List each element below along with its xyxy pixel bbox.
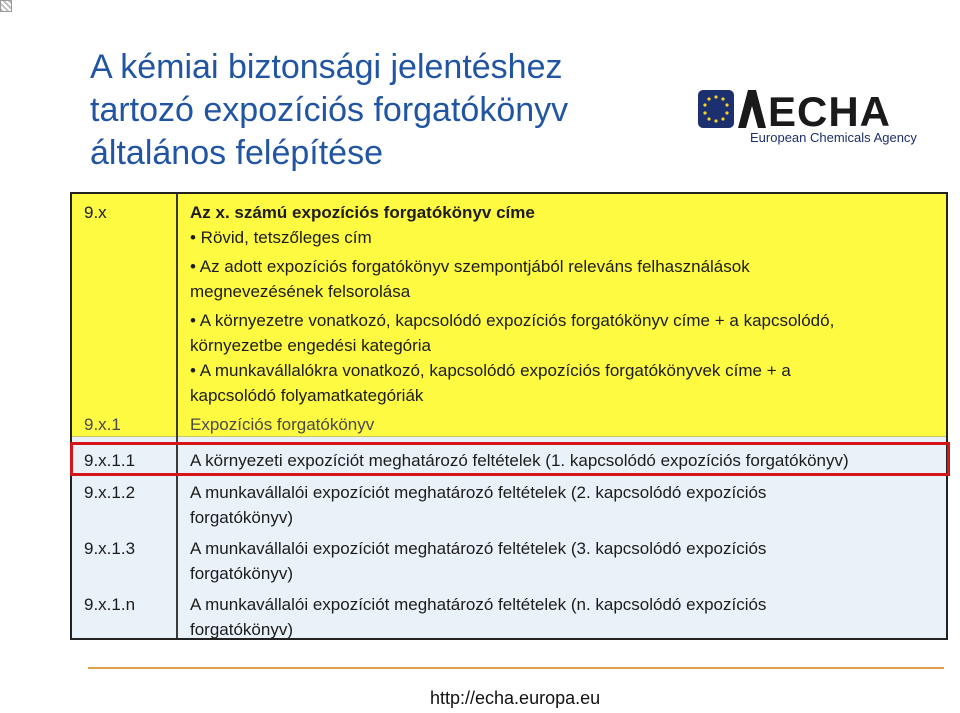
row-text-9x13-line-1: A munkavállalói expozíciót meghatározó feltételek (3. kapcsolódó expozíciós — [190, 539, 767, 558]
section-heading: Az x. számú expozíciós forgatókönyv címe — [190, 203, 535, 222]
echa-tagline: European Chemicals Agency — [750, 130, 917, 145]
echa-logo — [698, 86, 938, 146]
bullet-item-2-line-2: megnevezésének felsorolása — [190, 282, 411, 301]
bullet-item-3-line-2: környezetbe engedési kategória — [190, 336, 431, 355]
bullet-item-2-line-1: • Az adott expozíciós forgatókönyv szempontjából releváns felhasználások — [190, 257, 750, 276]
row-text-9x13-line-2: forgatókönyv) — [190, 564, 293, 583]
footer-link[interactable]: http://echa.europa.eu — [430, 688, 601, 708]
column-divider — [176, 194, 178, 638]
bullet-item-1 — [190, 225, 940, 250]
row-number-9x1n: 9.x.1.n — [84, 595, 136, 614]
title-line-2: tartozó expozíciós forgatókönyv — [90, 91, 569, 129]
structure-table — [70, 192, 948, 640]
bullet-item-4-line-2: kapcsolódó folyamatkategóriák — [190, 386, 424, 405]
footer-divider — [88, 667, 944, 669]
bullet-item-1-line-1: • Rövid, tetszőleges cím — [190, 228, 372, 247]
echa-wordmark: ECHA — [768, 88, 892, 135]
row-text-9x1: Expozíciós forgatókönyv — [190, 415, 375, 434]
row-text-9x12 — [190, 480, 940, 530]
echa-logo-graphic — [698, 86, 938, 146]
row-text-9x1n-line-1: A munkavállalói expozíciót meghatározó feltételek (n. kapcsolódó expozíciós — [190, 595, 767, 614]
bullet-item-4-line-1: • A munkavállalókra vonatkozó, kapcsolódó expozíciós forgatókönyvek címe + a — [190, 361, 791, 380]
row-text-9x12-line-2: forgatókönyv) — [190, 508, 293, 527]
row-number-9x13: 9.x.1.3 — [84, 539, 136, 558]
bullet-item-3 — [190, 308, 940, 358]
row-number-9x11: 9.x.1.1 — [84, 451, 136, 470]
bullet-item-3-line-1: • A környezetre vonatkozó, kapcsolódó expozíciós forgatókönyv címe + a kapcsolódó, — [190, 311, 835, 330]
section-number: 9.x — [84, 203, 107, 222]
bullet-item-2 — [190, 254, 940, 304]
row-text-9x1n-line-2: forgatókönyv) — [190, 620, 293, 639]
bullet-item-4 — [190, 358, 940, 408]
row-text-9x13 — [190, 536, 940, 586]
title-line-3: általános felépítése — [90, 134, 383, 172]
row-text-9x12-line-1: A munkavállalói expozíciót meghatározó feltételek (2. kapcsolódó expozíciós — [190, 483, 767, 502]
row-number-9x1: 9.x.1 — [84, 415, 121, 434]
slide-title — [90, 46, 690, 175]
title-line-1: A kémiai biztonsági jelentéshez — [90, 48, 563, 86]
row-number-9x12: 9.x.1.2 — [84, 483, 136, 502]
row-text-9x1n — [190, 592, 940, 642]
slide-corner-marker — [0, 0, 12, 12]
row-text-9x11: A környezeti expozíciót meghatározó feltételek (1. kapcsolódó expozíciós forgatókönyv) — [190, 451, 849, 470]
